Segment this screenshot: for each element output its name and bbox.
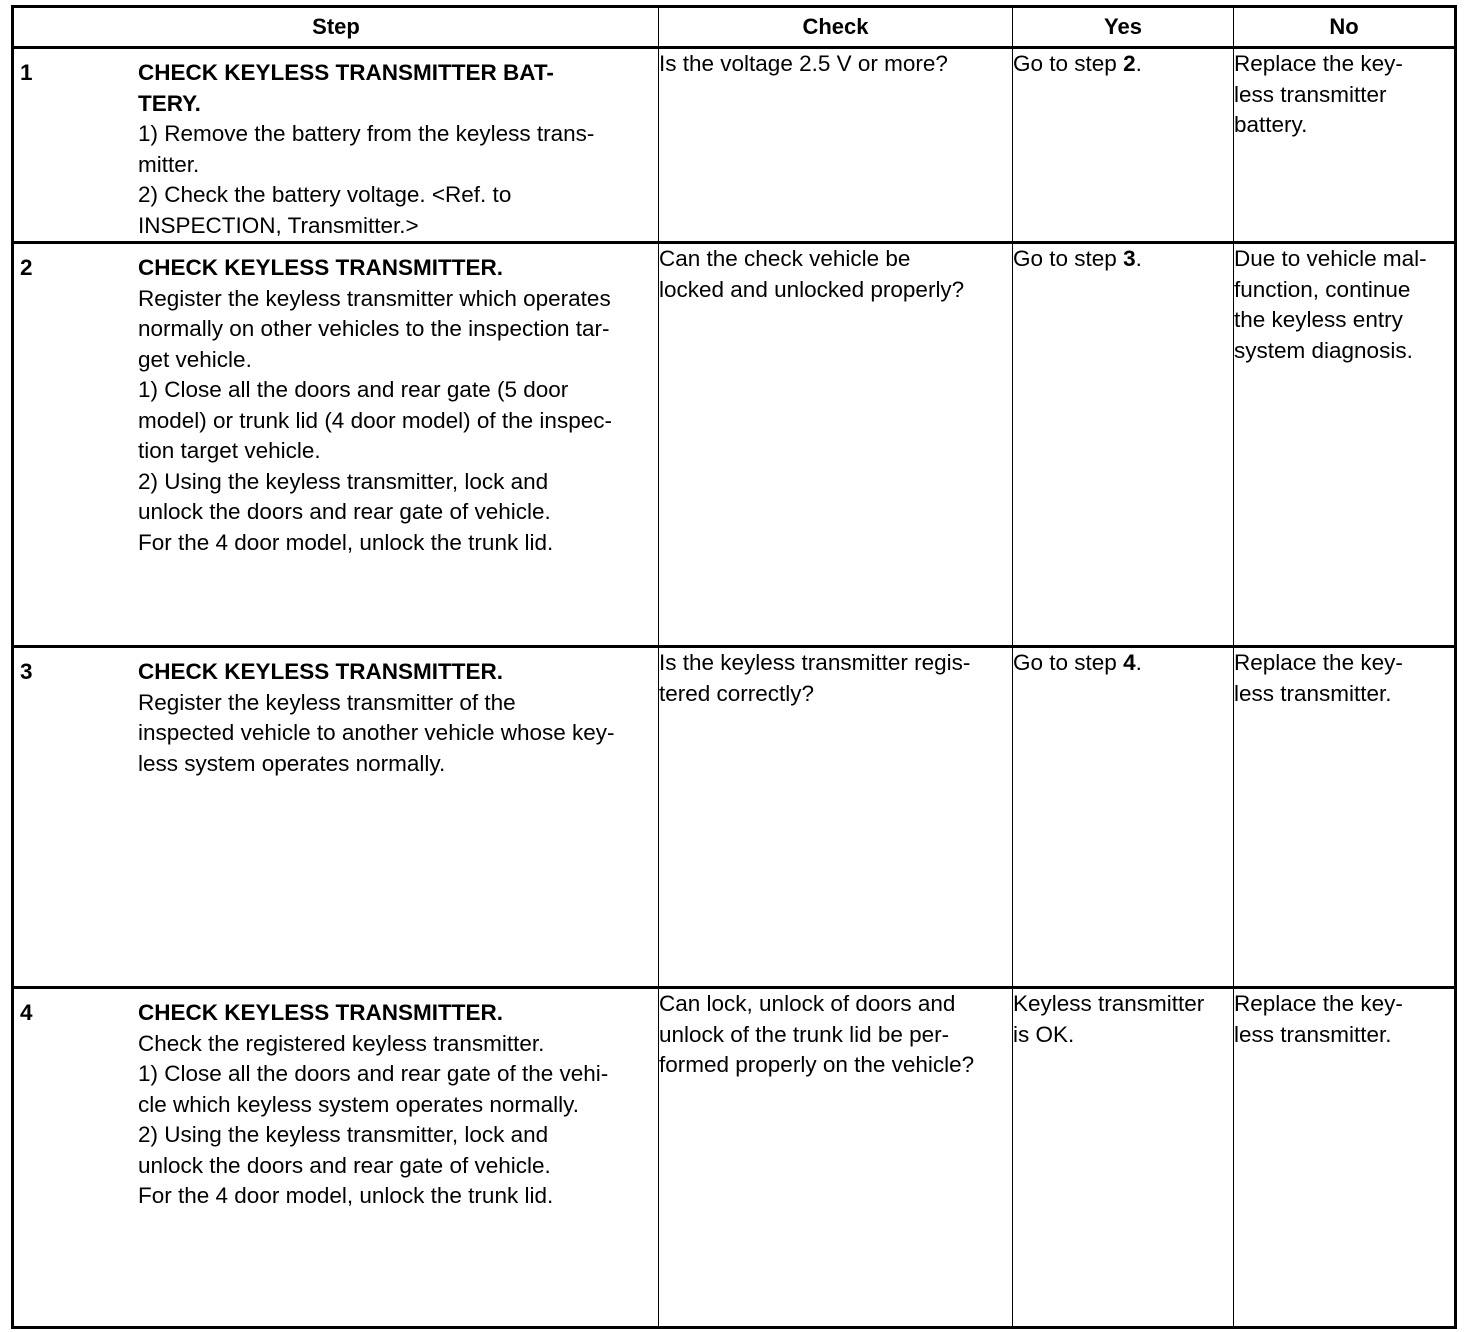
step-title: CHECK KEYLESS TRANSMITTER.: [138, 659, 504, 684]
header-check: Check: [659, 7, 1013, 48]
step-title: CHECK KEYLESS TRANSMITTER.: [138, 1000, 504, 1025]
step-number: 2: [20, 255, 33, 280]
header-row: [13, 7, 1456, 48]
header-yes: Yes: [1013, 7, 1234, 48]
no-cell: Replace the key- less transmitter.: [1234, 988, 1456, 1328]
step-number: 4: [20, 1000, 33, 1025]
step-instructions: Register the keyless transmitter which operates normally on other vehicles to the inspection tar- get vehicle. 1) Close all the doors and rear gate (5 door model) or trunk lid (4 door model) of the inspec- tion target vehicle. 2) Using the keyless transmitter, lock and unlock the doors and rear gate of vehicle. For the 4 door model, unlock the trunk lid.: [138, 285, 612, 555]
header-step: Step: [13, 7, 659, 48]
table-row: [13, 48, 1456, 243]
table-row: [13, 243, 1456, 647]
table-row: [13, 988, 1456, 1328]
no-cell: Replace the key- less transmitter battery.: [1234, 48, 1456, 243]
diagnostic-table: [11, 5, 1457, 1329]
step-instructions: 1) Remove the battery from the keyless trans- mitter. 2) Check the battery voltage. <Ref. to INSPECTION, Transmitter.>: [138, 121, 595, 238]
step-cell: [13, 48, 659, 243]
check-cell: Can lock, unlock of doors and unlock of the trunk lid be per- formed properly on the vehicle?: [659, 988, 1013, 1328]
step-number: 3: [20, 659, 33, 684]
step-title: CHECK KEYLESS TRANSMITTER BAT- TERY.: [138, 60, 554, 116]
check-cell: Is the voltage 2.5 V or more?: [659, 48, 1013, 243]
yes-cell: Keyless transmitter is OK.: [1013, 988, 1234, 1328]
no-cell: Due to vehicle mal- function, continue the keyless entry system diagnosis.: [1234, 243, 1456, 647]
yes-step-ref: 4: [1123, 650, 1136, 675]
step-number: 1: [20, 60, 33, 85]
yes-step-ref: 2: [1123, 51, 1136, 76]
yes-cell: Go to step 2.: [1013, 48, 1234, 243]
step-cell: [13, 988, 659, 1328]
step-cell: [13, 647, 659, 988]
step-cell: [13, 243, 659, 647]
table-row: [13, 647, 1456, 988]
header-no: No: [1234, 7, 1456, 48]
step-instructions: Check the registered keyless transmitter. 1) Close all the doors and rear gate of the vehi- cle which keyless system operates normally. 2) Using the keyless transmitter, lock and unlock the doors and rear gate of vehicle. For the 4 door model, unlock the trunk lid.: [138, 1030, 609, 1208]
check-cell: Is the keyless transmitter regis- tered correctly?: [659, 647, 1013, 988]
check-cell: Can the check vehicle be locked and unlocked properly?: [659, 243, 1013, 647]
yes-cell: Go to step 4.: [1013, 647, 1234, 988]
yes-cell: Go to step 3.: [1013, 243, 1234, 647]
no-cell: Replace the key- less transmitter.: [1234, 647, 1456, 988]
step-instructions: Register the keyless transmitter of the inspected vehicle to another vehicle whose key- less system operates normally.: [138, 689, 615, 776]
yes-step-ref: 3: [1123, 246, 1136, 271]
step-title: CHECK KEYLESS TRANSMITTER.: [138, 255, 504, 280]
